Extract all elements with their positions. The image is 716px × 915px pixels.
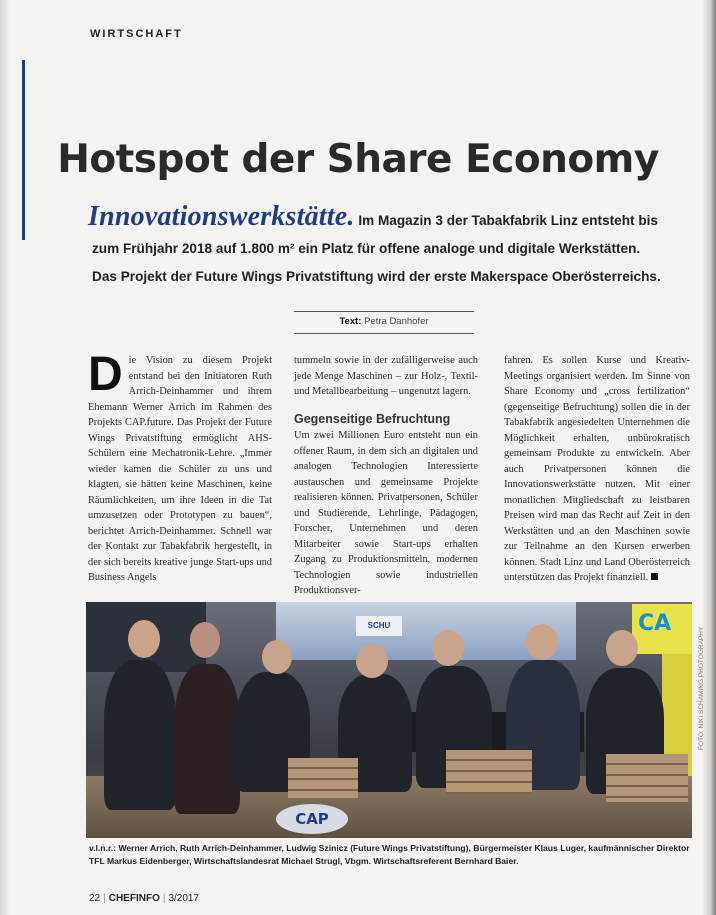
article-column-1	[88, 348, 272, 586]
screen-sign: SCHU	[356, 616, 402, 636]
cap-banner: CA	[632, 604, 692, 654]
footer-divider: |	[103, 893, 106, 904]
column-3-text: fahren. Es sollen Kurse und Kreativ-Meetings organisiert werden. Im Sinne von Share Economy und „cross fertilization“ (gegenseitige Befruchtung) sollen die in der Tabakfabrik angesiedelten Unternehmen die Möglichkeit erhalten, unbürokratisch gemeinsam Produkte zu entwickeln. Aber auch Privatpersonen können die Innovationswerkstätte nutzen. Mit einer monatlichen Mitgliedschaft zu leistbaren Preisen wird man das Recht auf Zeit in den Werkstätten und an den Maschinen sowie zur Teilnahme an den Kursen erwerben können. Stadt Linz und Land Oberösterreich unterstützen das Projekt finanziell.	[504, 355, 690, 583]
panelist-7-head	[606, 630, 638, 666]
end-mark	[651, 573, 658, 580]
wooden-crate	[446, 750, 532, 794]
drop-cap: D	[88, 348, 123, 401]
panelist-5-head	[432, 630, 464, 666]
panelist-3-head	[262, 640, 292, 674]
column-2-text-a: tummeln sowie in der zufälligerweise auch jede Menge Maschinen – zur Holz-, Textil- und Metallbearbeitung – ungenutzt lagern.	[294, 355, 478, 397]
lead-line-3: Das Projekt der Future Wings Privatstiftung wird der erste Makerspace Oberösterreichs.	[92, 269, 661, 284]
cap-logo-sign: CAP	[276, 804, 348, 834]
article-column-2	[294, 353, 478, 599]
panelist-1-head	[128, 620, 160, 658]
photo-caption: v.l.n.r.: Werner Arrich, Ruth Arrich-Deinhammer, Ludwig Szinicz (Future Wings Privatstiftung), Bürgermeister Klaus Luger, kaufmännischer Direktor TFL Markus Eidenberger, Wirtschaftslandesrat Michael Strugl, Vbgm. Wirtschaftsreferent Bernhard Baier.	[89, 843, 690, 866]
wooden-crate	[606, 754, 688, 802]
panel-photo	[86, 602, 692, 838]
page-footer	[89, 893, 199, 904]
panelist-2-head	[190, 622, 220, 658]
page-number: 22	[89, 893, 101, 904]
panelist-1	[104, 660, 176, 810]
byline	[294, 311, 474, 334]
lead-paragraph	[88, 203, 698, 291]
photo-credit: FOTO: NIKI SCHAMING PHOTOGRAPHY	[698, 626, 705, 750]
panelist-4-head	[356, 644, 388, 678]
panelist-2	[174, 664, 240, 814]
byline-author: Petra Danhofer	[364, 316, 429, 327]
wooden-crate	[288, 758, 358, 798]
column-1-text: ie Vision zu diesem Projekt entstand bei den Initiatoren Ruth Arrich-Deinhammer und ihrem Ehemann Werner Arrich im Rahmen des Projekts CAP.future. Das Projekt der Future Wings Privatstiftung ermöglicht AHS-Schülern eine Mechatronik-Lehre. „Immer wieder kamen die Schüler zu uns und klagten, sie hätten keine Maschinen, keine Räumlichkeiten, um ihre Ideen in die Tat umzusetzen oder Prototypen zu bauen“, berichtet Arrich-Deinhammer. Schnell war der Kontakt zur Tabakfabrik hergestellt, in der sich bereits kreative junge Start-ups und Business Angels	[88, 355, 272, 583]
issue-number: 3/2017	[168, 893, 200, 904]
subheading: Gegenseitige Befruchtung	[294, 411, 451, 426]
panelist-6-head	[526, 624, 558, 660]
headline: Hotspot der Share Economy	[57, 137, 659, 182]
byline-label: Text:	[339, 316, 362, 327]
magazine-name: CHEFINFO	[108, 893, 160, 904]
section-label: WIRTSCHAFT	[90, 28, 183, 40]
lead-line-2: zum Frühjahr 2018 auf 1.800 m² ein Platz für offene analoge und digitale Werkstätten.	[92, 241, 641, 256]
footer-divider: |	[162, 893, 166, 904]
lead-kicker: Innovationswerkstätte.	[88, 201, 355, 232]
article-column-3	[504, 353, 690, 586]
column-2-text-b: Um zwei Millionen Euro entsteht nun ein offener Raum, in dem sich an digitalen und analogen Technologien Interessierte austauschen und gemeinsame Projekte realisieren können. Privatpersonen, Schüler und Studierende, Lehrlinge, Pädagogen, Forscher, Unternehmen und deren Mitarbeiter sowie Start-ups erhalten Zugang zu Produktionsmitteln, modernen Technologien sowie industriellen Produktionsver-	[294, 430, 478, 596]
lead-line-1: Im Magazin 3 der Tabakfabrik Linz entsteht bis	[358, 213, 658, 228]
